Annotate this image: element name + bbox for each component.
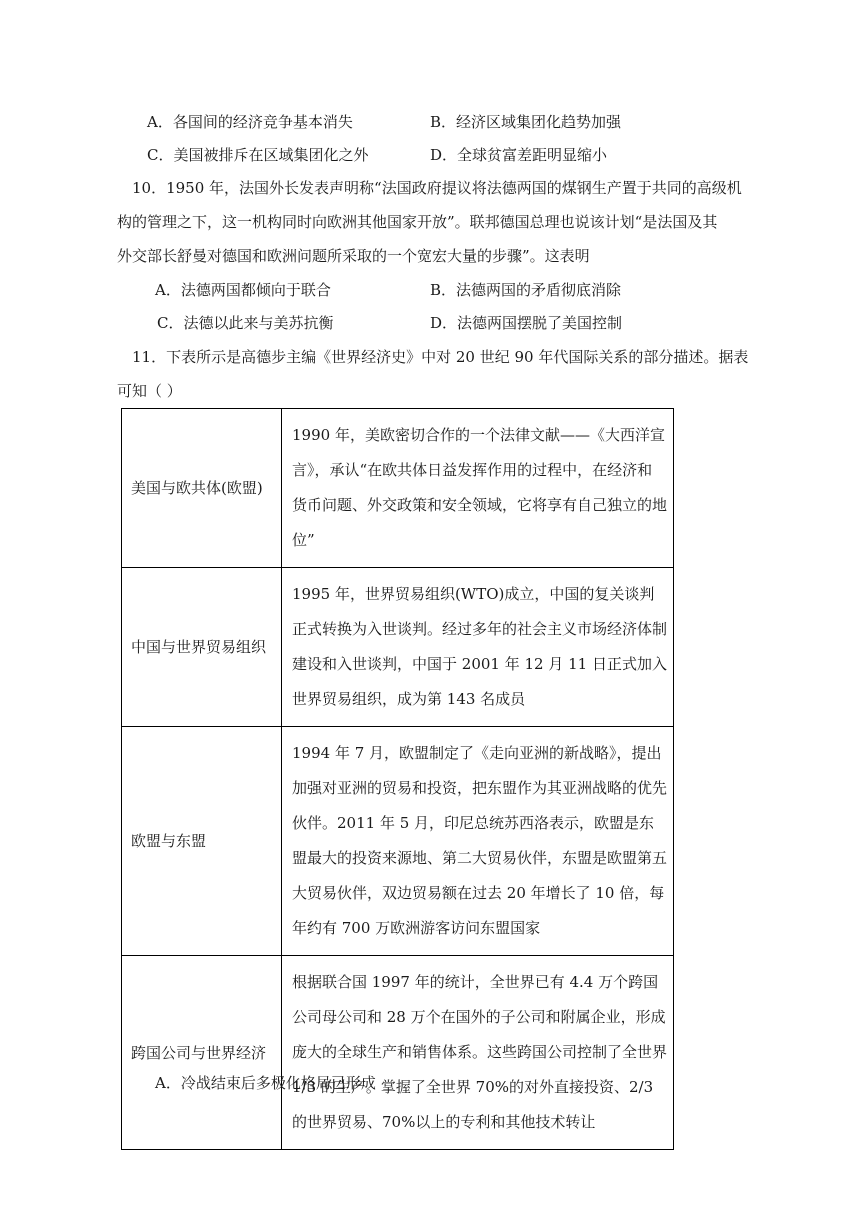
- table-cell-topic: 跨国公司与世界经济: [122, 956, 282, 1150]
- table-row: [122, 568, 674, 727]
- q10-stem-line3: 外交部长舒曼对德国和欧洲问题所采取的一个宽宏大量的步骤”。这表明: [117, 247, 590, 265]
- table-row: [122, 956, 674, 1150]
- table-cell-desc: 1990 年，美欧密切合作的一个法律文献——《大西洋宣言》，承认“在欧共体日益发挥作用的过程中，在经济和货币问题、外交政策和安全领域，它将享有自己独立的地位”: [282, 409, 674, 568]
- q11-option-a: A．冷战结束后多极化格局已形成: [155, 1074, 376, 1092]
- table-cell-topic: 欧盟与东盟: [122, 727, 282, 956]
- table-cell-topic: 美国与欧共体(欧盟): [122, 409, 282, 568]
- q11-stem-line2: 可知（ ）: [117, 382, 182, 400]
- q11-stem-line1: 11．下表所示是高德步主编《世界经济史》中对 20 世纪 90 年代国际关系的部分描述。据表: [132, 348, 749, 366]
- table-cell-desc: 1994 年 7 月，欧盟制定了《走向亚洲的新战略》，提出加强对亚洲的贸易和投资，把东盟作为其亚洲战略的优先伙伴。2011 年 5 月，印尼总统苏西洛表示，欧盟是东盟最大的投资来源地、第二大贸易伙伴，东盟是欧盟第五大贸易伙伴，双边贸易额在过去 20 年增长了 10 倍，每年约有 700 万欧洲游客访问东盟国家: [282, 727, 674, 956]
- q10-option-a: A．法德两国都倾向于联合: [155, 281, 331, 299]
- q10-stem-line1: 10．1950 年，法国外长发表声明称“法国政府提议将法德两国的煤钢生产置于共同的高级机: [132, 179, 742, 197]
- q10-option-b: B．法德两国的矛盾彻底消除: [430, 281, 622, 299]
- table-cell-desc: 1995 年，世界贸易组织(WTO)成立，中国的复关谈判正式转换为入世谈判。经过多年的社会主义市场经济体制建设和入世谈判，中国于 2001 年 12 月 11 日正式加入世界贸易组织，成为第 143 名成员: [282, 568, 674, 727]
- q10-option-c: C．法德以此来与美苏抗衡: [157, 314, 334, 332]
- q10-option-d: D．法德两国摆脱了美国控制: [430, 314, 623, 332]
- table-cell-desc: 根据联合国 1997 年的统计，全世界已有 4.4 万个跨国公司母公司和 28 万个在国外的子公司和附属企业，形成庞大的全球生产和销售体系。这些跨国公司控制了全世界 1/3 的生产。掌握了全世界 70%的对外直接投资、2/3 的世界贸易、70%以上的专利和其他技术转让: [282, 956, 674, 1150]
- table-row: [122, 727, 674, 956]
- q9-option-a: A．各国间的经济竞争基本消失: [147, 113, 353, 131]
- q9-option-b: B．经济区域集团化趋势加强: [430, 113, 622, 131]
- q9-option-c: C．美国被排斥在区域集团化之外: [147, 146, 369, 164]
- table-cell-topic: 中国与世界贸易组织: [122, 568, 282, 727]
- q11-table: [121, 408, 674, 1150]
- q9-option-d: D．全球贫富差距明显缩小: [430, 146, 608, 164]
- table-row: [122, 409, 674, 568]
- q10-stem-line2: 构的管理之下，这一机构同时向欧洲其他国家开放”。联邦德国总理也说该计划“是法国及其: [117, 213, 718, 231]
